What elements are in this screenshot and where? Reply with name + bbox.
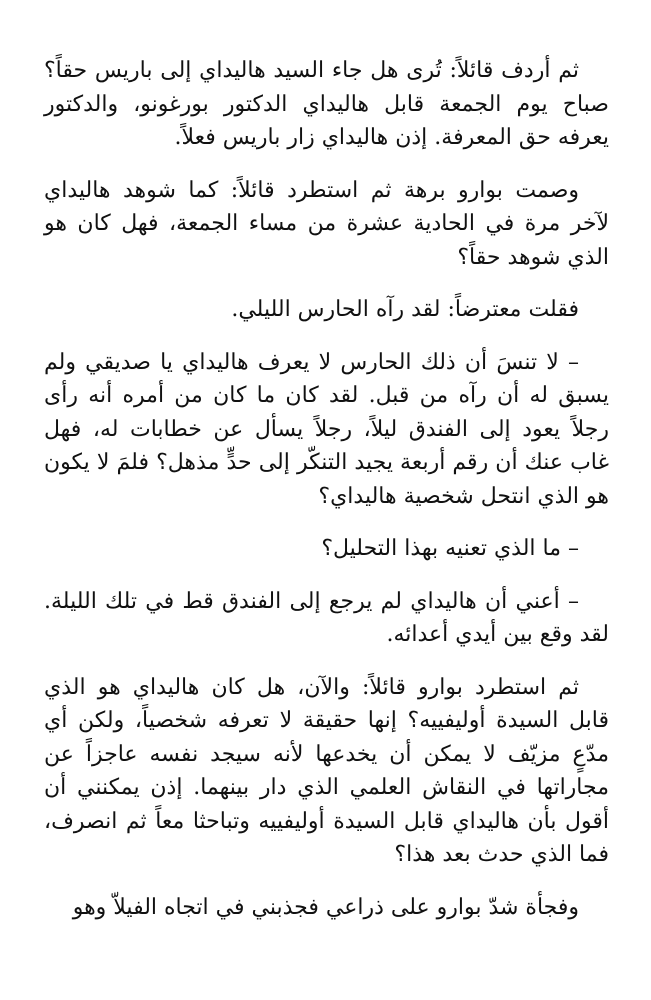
paragraph-1: ثم أردف قائلاً: تُرى هل جاء السيد هاليداي إلى باريس حقاً؟ صباح يوم الجمعة قابل هاليداي الدكتور بورغونو، والدكتور يعرفه حق المعرفة. إذن هاليداي زار باريس فعلاً. xyxy=(44,58,609,150)
paragraph-5: – ما الذي تعنيه بهذا التحليل؟ xyxy=(321,536,579,561)
paragraph-4: – لا تنسَ أن ذلك الحارس لا يعرف هاليداي يا صديقي ولم يسبق له أن رآه من قبل. لقد كان ما كان من أمره أنه رأى رجلاً يعود إلى الفندق ليلاً، رجلاً يسأل عن خطابات له، فهل غاب عنك أن رقم أربعة يجيد التنكّر إلى حدٍّ مذهل؟ فلمَ لا يكون هو الذي انتحل شخصية هاليداي؟ xyxy=(44,349,609,509)
paragraph-6: – أعني أن هاليداي لم يرجع إلى الفندق قط في تلك الليلة. لقد وقع بين أيدي أعدائه. xyxy=(44,588,609,647)
paragraph-7: ثم استطرد بوارو قائلاً: والآن، هل كان هاليداي هو الذي قابل السيدة أوليفييه؟ إنها حقيقة لا تعرفه شخصياً، ولكن أي مدّعٍ مزيّف لا يمكن أن يخدعها لأنه سيجد نفسه عاجزاً عن مجاراتها في النقاش العلمي الذي دار بينهما. إذن يمكنني أن أقول بأن هاليداي قابل السيدة أوليفييه وتباحثا معاً ثم انصرف، فما الذي حدث بعد هذا؟ xyxy=(44,674,609,867)
paragraph-3: فقلت معترضاً: لقد رآه الحارس الليلي. xyxy=(231,297,579,322)
paragraph-8: وفجأة شدّ بوارو على ذراعي فجذبني في اتجاه الفيلاّ وهو xyxy=(72,894,579,920)
paragraph-2: وصمت بوارو برهة ثم استطرد قائلاً: كما شوهد هاليداي لآخر مرة في الحادية عشرة من مساء الجمعة، فهل كان هو الذي شوهد حقاً؟ xyxy=(44,177,609,270)
